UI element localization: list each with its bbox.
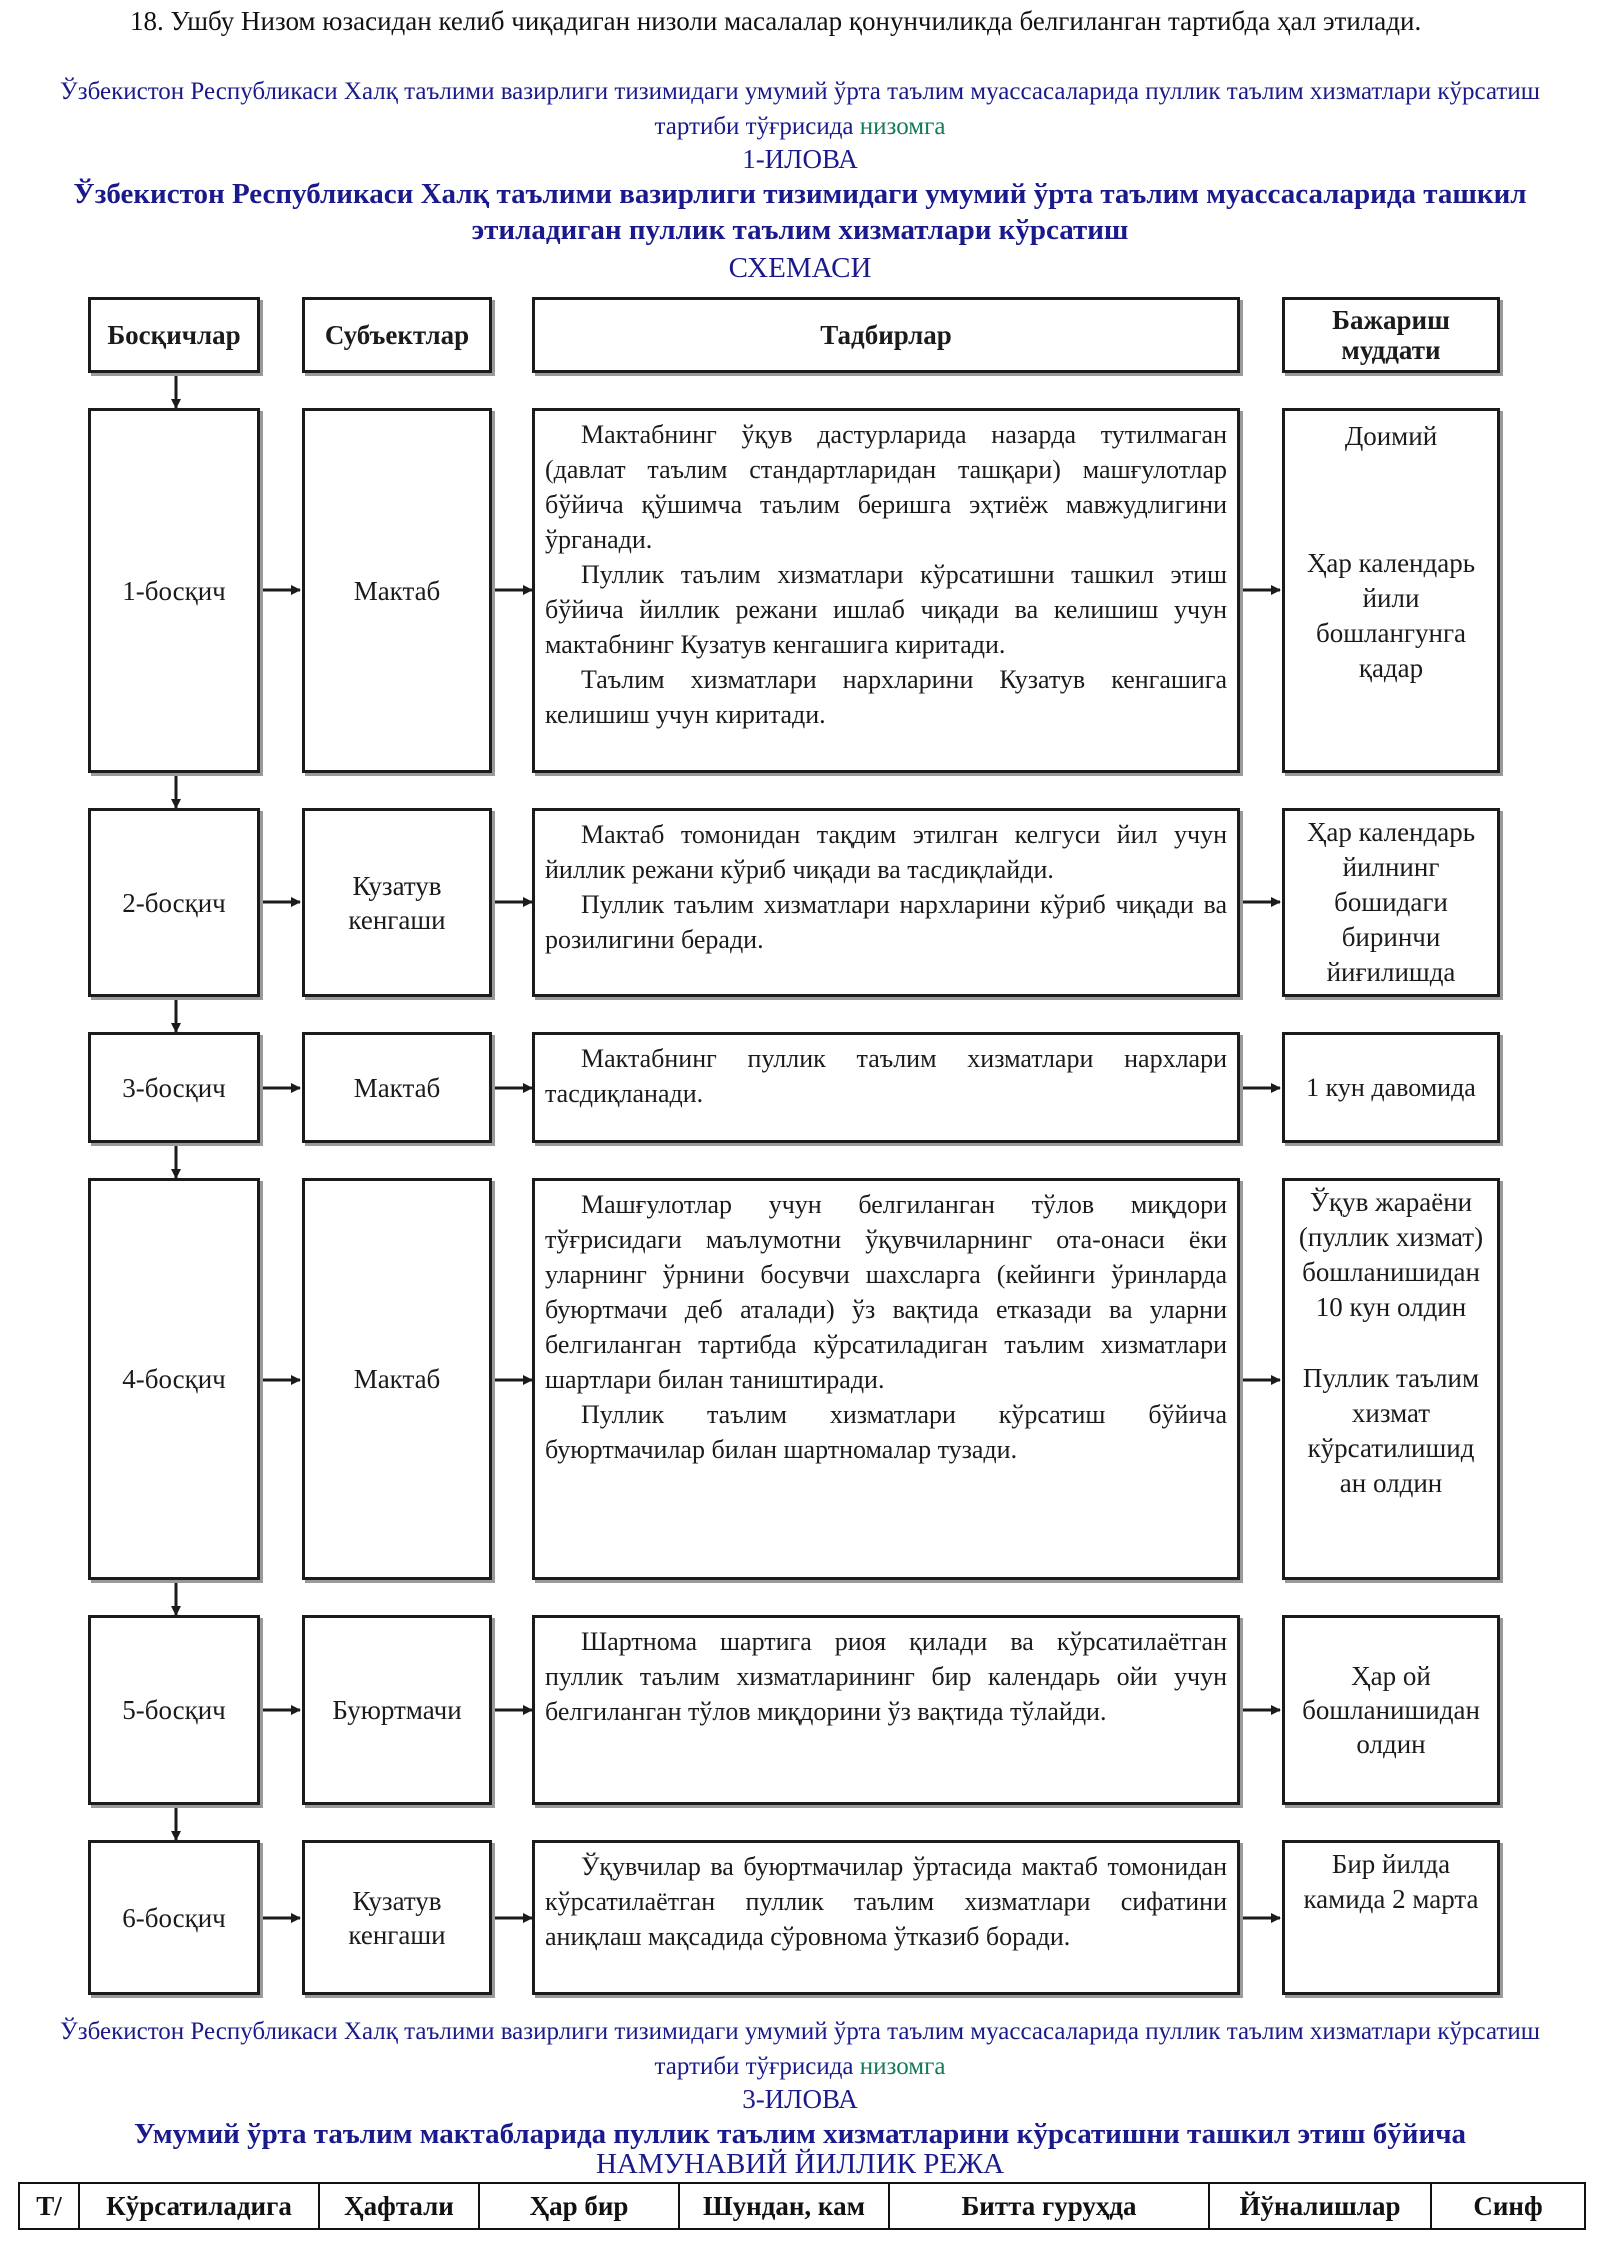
term-4-a: Ўқув жараёни (пуллик хизмат) бошланишидан 10 кун олдин <box>1298 1187 1484 1322</box>
table-header-cell: Синф <box>1431 2183 1585 2229</box>
action-2-2: Пуллик таълим хизматлари нархларини кўриб чиқади ва розилигини беради. <box>545 890 1227 954</box>
action-2-1: Мактаб томонидан тақдим этилган келгуси йил учун йиллик режани кўриб чиқади ва тасдиқлайди. <box>545 820 1227 884</box>
term-2: Ҳар календарь йилнинг бошидаги биринчи йиғилишда <box>1282 808 1500 997</box>
subject-4: Мактаб <box>302 1178 492 1580</box>
action-1-2: Пуллик таълим хизматлари кўрсатишни ташкил этиш бўйича йиллик режани ишлаб чиқади ва келишиш учун мактабнинг Кузатув кенгашига киритади. <box>545 560 1227 659</box>
actions-6 <box>532 1840 1240 1995</box>
table-header-cell: Шундан, кам <box>679 2183 889 2229</box>
stage-1: 1-босқич <box>88 408 260 773</box>
stage-6: 6-босқич <box>88 1840 260 1995</box>
term-1 <box>1282 408 1500 773</box>
header-term: Бажариш муддати <box>1282 297 1500 373</box>
appendix3-reference <box>40 2014 1560 2084</box>
term-4 <box>1282 1178 1500 1580</box>
actions-4 <box>532 1178 1240 1580</box>
annual-plan-table <box>18 2182 1586 2230</box>
appendix3-label: 3-ИЛОВА <box>742 2084 858 2114</box>
appendix3-ref-link[interactable]: низомга <box>859 2053 946 2080</box>
table-header-row <box>19 2183 1585 2229</box>
table-header-cell: Т/ <box>19 2183 79 2229</box>
term-3: 1 кун давомида <box>1282 1032 1500 1143</box>
table-header-cell: Ҳафтали <box>319 2183 479 2229</box>
action-1-1: Мактабнинг ўқув дастурларида назарда тутилмаган (давлат таълим стандартларидан ташқари) машғулотлар бўйича қўшимча таълим беришга эҳтиёж мавжудлигини ўрганади. <box>545 420 1227 554</box>
term-6: Бир йилда камида 2 марта <box>1282 1840 1500 1995</box>
subject-5: Буюртмачи <box>302 1615 492 1805</box>
action-3-1: Мактабнинг пуллик таълим хизматлари нархлари тасдиқланади. <box>545 1044 1227 1108</box>
action-5-1: Шартнома шартига риоя қилади ва кўрсатилаётган пуллик таълим хизматларининг бир календарь ойи учун белгиланган тўлов миқдорини ўз вақтида тўлайди. <box>545 1627 1227 1726</box>
header-subjects: Субъектлар <box>302 297 492 373</box>
table-header-cell: Кўрсатиладига <box>79 2183 319 2229</box>
table-header-cell: Ҳар бир <box>479 2183 679 2229</box>
stage-2: 2-босқич <box>88 808 260 997</box>
stage-3: 3-босқич <box>88 1032 260 1143</box>
term-1-b: Ҳар календарь йили бошлангунга қадар <box>1306 548 1476 683</box>
paragraph-18: 18. Ушбу Низом юзасидан келиб чиқадиган низоли масалалар қонунчиликда белгиланган тартибда ҳал этилади. <box>130 6 1422 36</box>
action-6-1: Ўқувчилар ва буюртмачилар ўртасида мактаб томонидан кўрсатилаётган пуллик таълим хизматлари сифатини аниқлаш мақсадида сўровнома ўтказиб боради. <box>545 1852 1227 1951</box>
appendix3-ref-text: Ўзбекистон Республикаси Халқ таълими вазирлиги тизимидаги умумий ўрта таълим муассасаларида пуллик таълим хизматлари кўрсатиш тартиби тўғрисида <box>60 2018 1540 2080</box>
actions-2 <box>532 808 1240 997</box>
actions-5 <box>532 1615 1240 1805</box>
table-header-cell: Битта гуруҳда <box>889 2183 1209 2229</box>
appendix1-label: 1-ИЛОВА <box>742 144 858 174</box>
table-header-cell: Йўналишлар <box>1209 2183 1431 2229</box>
subject-2: Кузатув кенгаши <box>302 808 492 997</box>
action-4-2: Пуллик таълим хизматлари кўрсатиш бўйича буюртмачилар билан шартномалар тузади. <box>545 1400 1227 1464</box>
appendix1-ref-link[interactable]: низомга <box>859 113 946 140</box>
stage-4: 4-босқич <box>88 1178 260 1580</box>
term-5: Ҳар ой бошланишидан олдин <box>1282 1615 1500 1805</box>
action-4-1: Машғулотлар учун белгиланган тўлов миқдори тўғрисидаги маълумотни ўқувчиларнинг ота-онаси ёки уларнинг ўрнини босувчи шахсларга (кейинги ўринларда буюртмачи деб аталади) ўз вақтида етказади ва уларни белгиланган тартибда кўрсатиладиган таълим хизматлари шартлари билан таништиради. <box>545 1190 1227 1394</box>
stage-5: 5-босқич <box>88 1615 260 1805</box>
header-actions: Тадбирлар <box>532 297 1240 373</box>
appendix3-title: Умумий ўрта таълим мактабларида пуллик таълим хизматларини кўрсатишни ташкил этиш бўйича <box>133 2118 1467 2150</box>
term-4-b: Пуллик таълим хизмат кўрсатилишид ан олдин <box>1302 1363 1480 1498</box>
actions-1 <box>532 408 1240 773</box>
subject-3: Мактаб <box>302 1032 492 1143</box>
appendix3-subtitle: НАМУНАВИЙ ЙИЛЛИК РЕЖА <box>595 2148 1005 2180</box>
appendix1-title: Ўзбекистон Республикаси Халқ таълими вазирлиги тизимидаги умумий ўрта таълим муассасаларида ташкил этиладиган пуллик таълим хизматлари кўрсатиш <box>73 178 1527 246</box>
subject-1: Мактаб <box>302 408 492 773</box>
appendix1-ref-text: Ўзбекистон Республикаси Халқ таълими вазирлиги тизимидаги умумий ўрта таълим муассасаларида пуллик таълим хизматлари кўрсатиш тартиби тўғрисида <box>60 78 1540 140</box>
header-stages: Босқичлар <box>88 297 260 373</box>
action-1-3: Таълим хизматлари нархларини Кузатув кенгашига келишиш учун киритади. <box>545 665 1227 729</box>
subject-6: Кузатув кенгаши <box>302 1840 492 1995</box>
term-1-a: Доимий <box>1344 421 1438 451</box>
actions-3 <box>532 1032 1240 1143</box>
appendix1-subtitle: СХЕМАСИ <box>728 252 872 284</box>
